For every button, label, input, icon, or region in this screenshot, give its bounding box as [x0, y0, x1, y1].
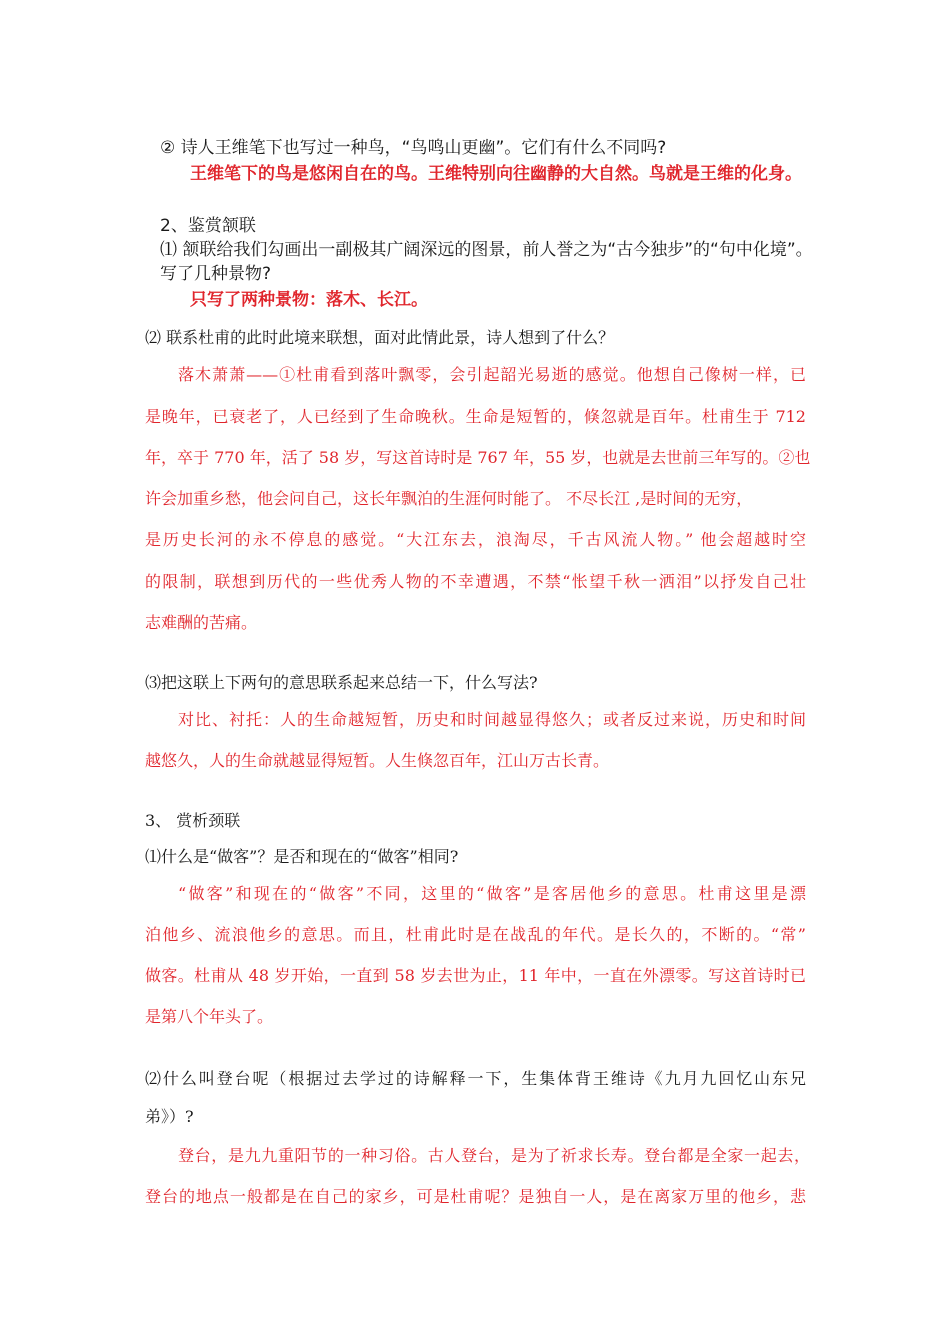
q2-answer: 王维笔下的鸟是悠闲自在的鸟。王维特别向往幽静的大自然。鸟就是王维的化身。: [190, 164, 802, 184]
section-2-q3-question: ⑶把这联上下两句的意思联系起来总结一下，什么写法?: [145, 673, 538, 692]
section-2-q1-line2: 写了几种景物?: [160, 264, 272, 284]
section-3-q2-question-cont: 弟》）?: [145, 1107, 194, 1126]
paragraph-line: 登台的地点一般都是在自己的家乡，可是杜甫呢？是独自一人，是在离家万里的他乡，悲: [145, 1187, 806, 1206]
section-3-q1-question: ⑴什么是“做客”？是否和现在的“做客”相同?: [145, 847, 459, 866]
paragraph-line: 的限制，联想到历代的一些优秀人物的不幸遭遇，不禁“怅望千秋一洒泪”以抒发自己壮: [145, 572, 806, 591]
section-2-heading: 2、鉴赏颔联: [160, 216, 256, 236]
q2-question: ② 诗人王维笔下也写过一种鸟，“鸟鸣山更幽”。它们有什么不同吗?: [160, 138, 667, 158]
paragraph-line: 做客。杜甫从 48 岁开始，一直到 58 岁去世为止，11 年中，一直在外漂零。写这首诗时已: [145, 966, 806, 985]
paragraph-line: 志难酬的苦痛。: [145, 613, 258, 632]
section-3-q2-question: ⑵什么叫登台呢（根据过去学过的诗解释一下，生集体背王维诗《九月九回忆山东兄: [145, 1069, 806, 1088]
section-2-q1-line1: ⑴ 颔联给我们勾画出一副极其广阔深远的图景，前人誉之为“古今独步”的“句中化境”。: [160, 240, 813, 260]
paragraph-line: 是历史长河的永不停息的感觉。“大江东去，浪淘尽，千古风流人物。” 他会超越时空: [145, 530, 806, 549]
section-2-q1-answer: 只写了两种景物：落木、长江。: [190, 290, 428, 310]
paragraph-line: 年，卒于 770 年，活了 58 岁，写这首诗时是 767 年，55 岁，也就是去世前三年写的。②也: [145, 448, 811, 467]
section-2-q2-question: ⑵ 联系杜甫的此时此境来联想，面对此情此景，诗人想到了什么？: [145, 328, 615, 347]
section-3-heading: 3、 赏析颈联: [145, 811, 241, 830]
paragraph-line: 是晚年，已衰老了，人已经到了生命晚秋。生命是短暂的，倏忽就是百年。杜甫生于 712: [145, 407, 806, 426]
paragraph-line: 许会加重乡愁，他会问自己，这长年飘泊的生涯何时能了。 不尽长江 ,是时间的无穷，: [145, 489, 753, 508]
paragraph-line: 泊他乡、流浪他乡的意思。而且，杜甫此时是在战乱的年代。是长久的，不断的。“常”: [145, 925, 806, 944]
paragraph-line: “做客”和现在的“做客”不同，这里的“做客”是客居他乡的意思。杜甫这里是漂: [178, 884, 806, 903]
paragraph-line: 登台，是九九重阳节的一种习俗。古人登台，是为了祈求长寿。登台都是全家一起去，: [178, 1146, 810, 1165]
paragraph-line: 落木萧萧——①杜甫看到落叶飘零，会引起韶光易逝的感觉。他想自己像树一样，已: [178, 365, 806, 384]
paragraph-line: 是第八个年头了。: [145, 1007, 274, 1026]
paragraph-line: 对比、衬托：人的生命越短暂，历史和时间越显得悠久；或者反过来说，历史和时间: [178, 710, 806, 729]
paragraph-line: 越悠久，人的生命就越显得短暂。人生倏忽百年，江山万古长青。: [145, 751, 610, 770]
